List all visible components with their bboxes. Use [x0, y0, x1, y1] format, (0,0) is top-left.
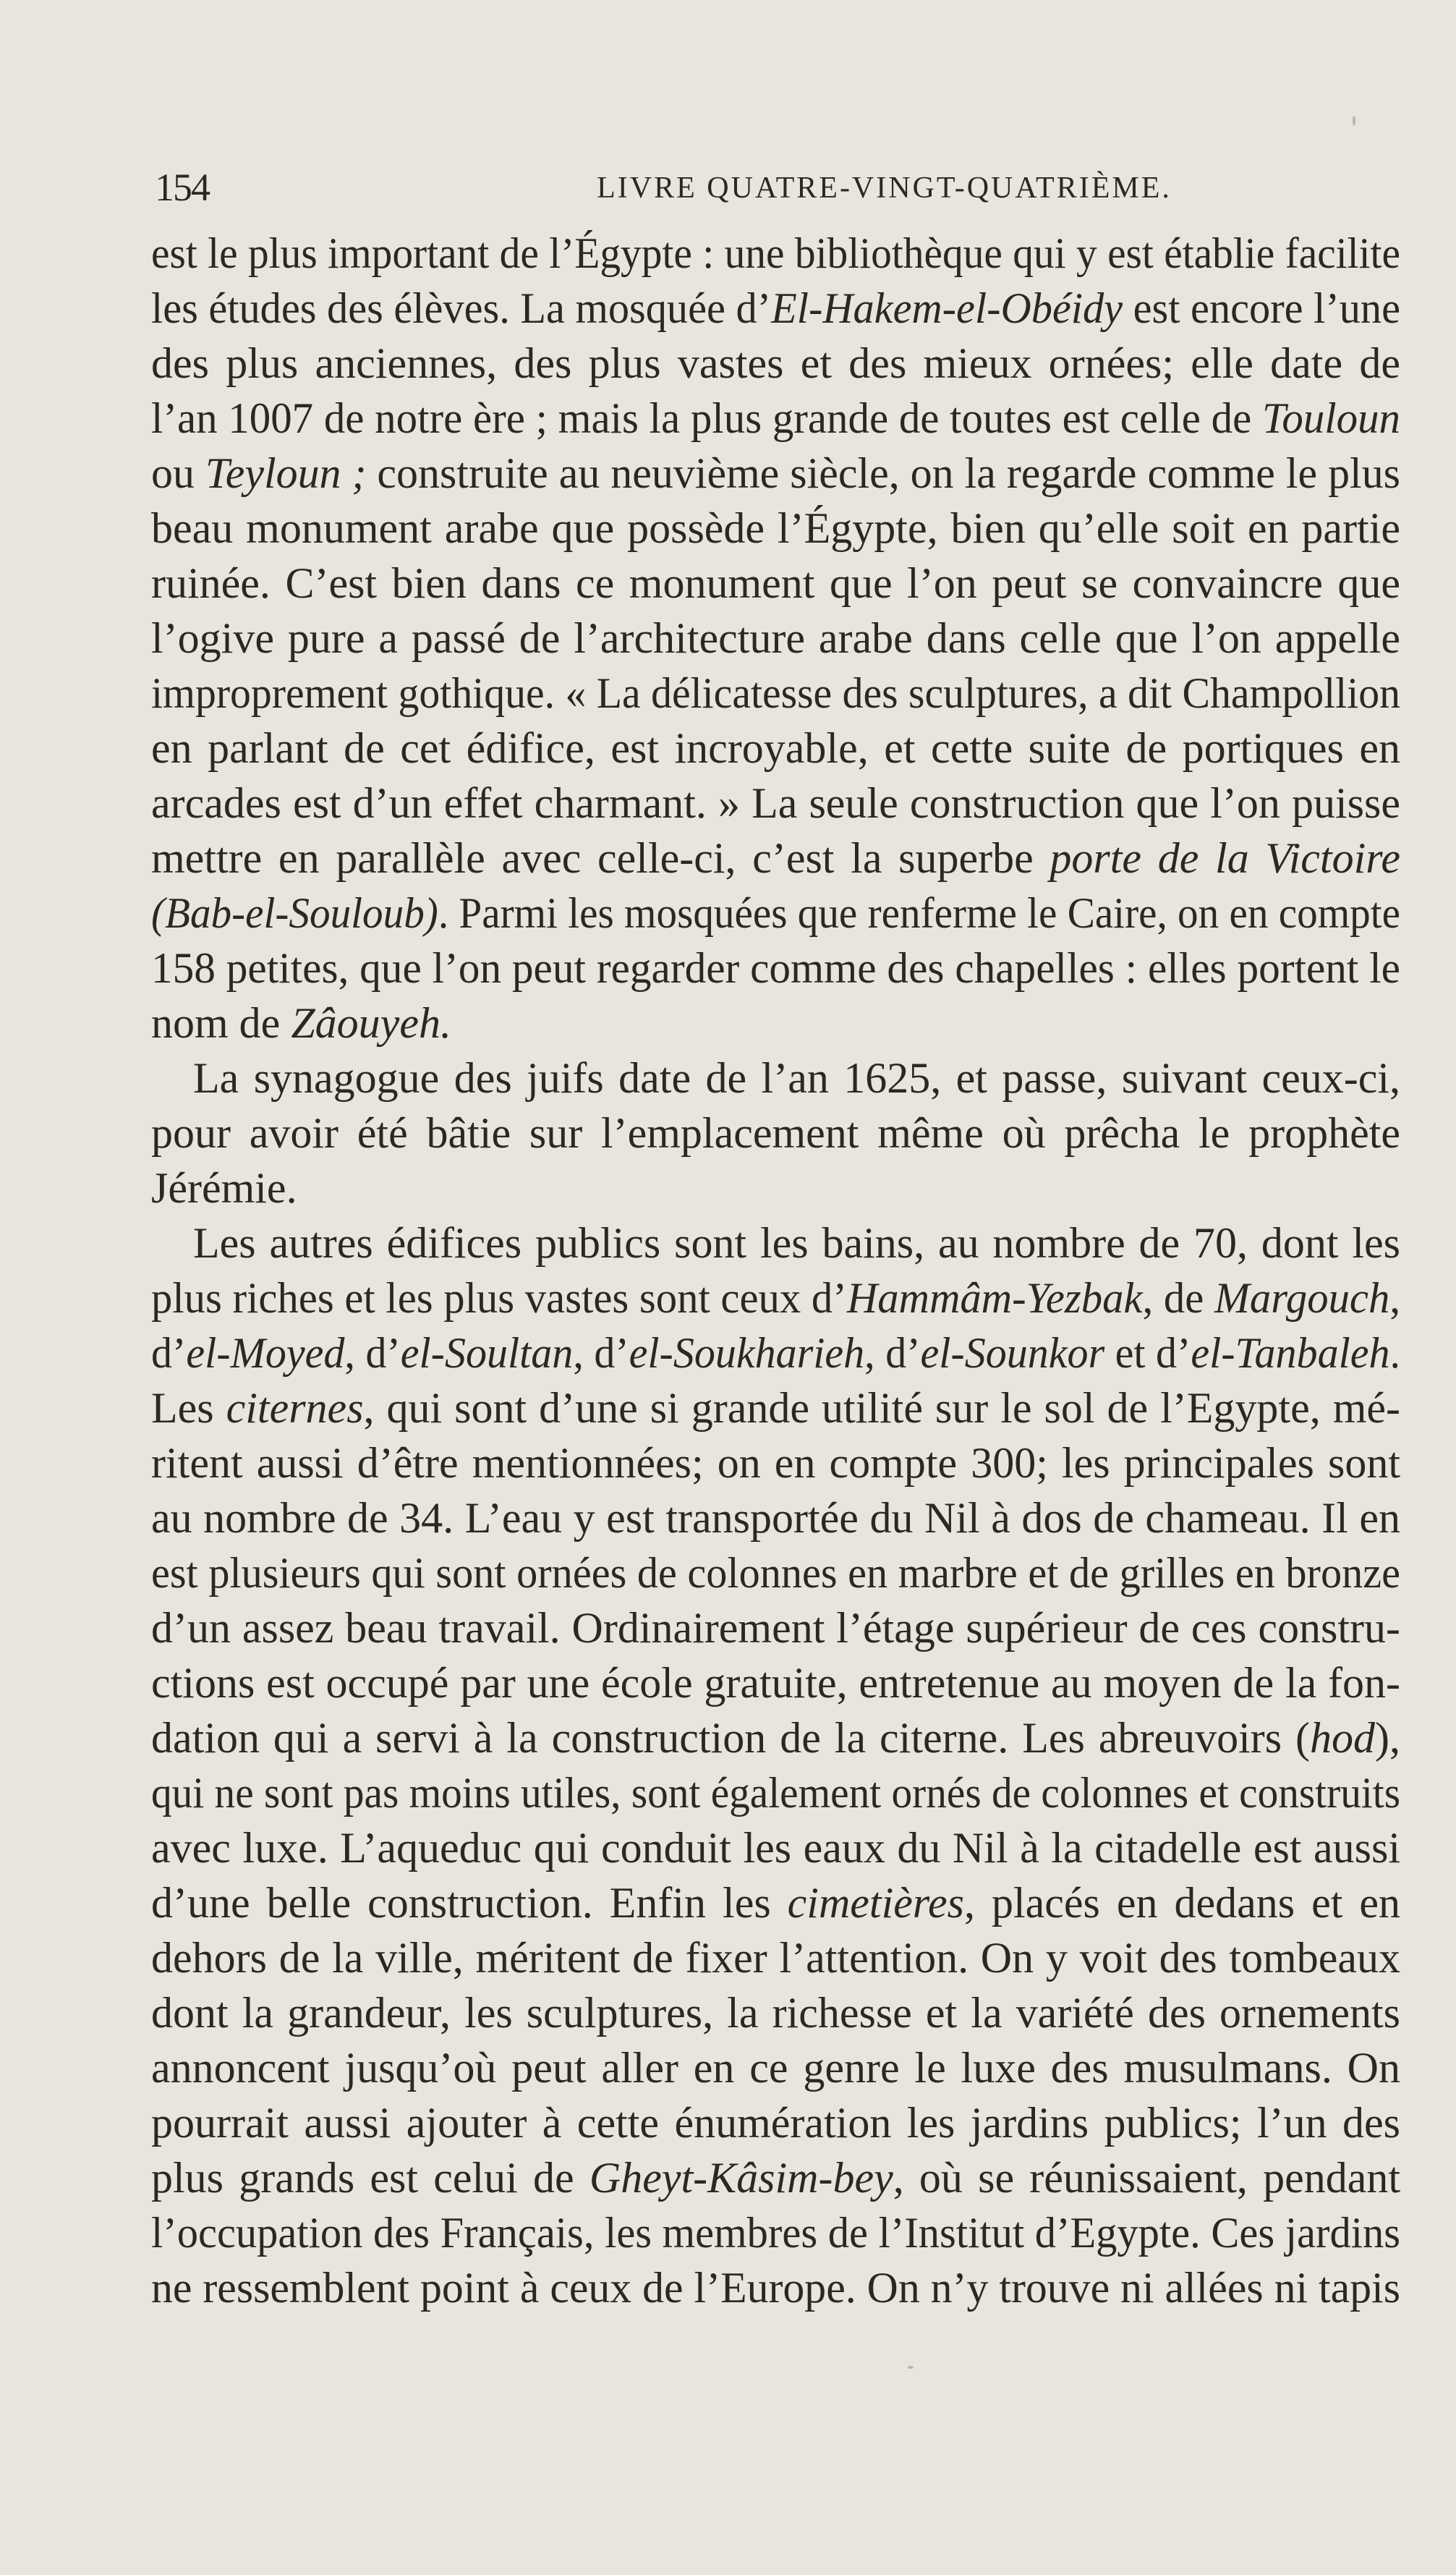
text-line [151, 1161, 1400, 1216]
italic-term: el-Sounkor [920, 1329, 1105, 1377]
text-line [151, 2150, 1400, 2205]
text-line [151, 2260, 1400, 2315]
text-line [151, 1216, 1400, 1270]
text-run: improprement gothique. « La délicatesse des sculptures, a dit Champollion [151, 669, 1400, 717]
text-run: La synagogue des juifs date de l’an 1625, et passe, suivant ceux-ci, [193, 1054, 1400, 1102]
text-line [151, 1875, 1400, 1930]
text-line [151, 501, 1400, 556]
text-line [151, 226, 1400, 281]
italic-term: el-Soukharieh [629, 1329, 865, 1377]
italic-term: cimetières [787, 1879, 965, 1927]
text-run: , qui sont d’une si grande utilité sur le sol de l’Egypte, mé- [363, 1384, 1400, 1432]
text-run: est le plus important de l’Égypte : une bibliothèque qui y est établie facilite [151, 229, 1400, 277]
text-run: 158 petites, que l’on peut regarder comme des chapelles : elles portent le [151, 944, 1400, 992]
text-line [151, 1545, 1400, 1600]
italic-term: el-Tanbaleh [1191, 1329, 1390, 1377]
paragraph [151, 1216, 1400, 2315]
text-run: pour avoir été bâtie sur l’emplacement même où prêcha le prophète [151, 1109, 1400, 1157]
italic-term: El-Hakem-el-Obéidy [771, 284, 1123, 332]
text-run: , placés en dedans et en [964, 1879, 1400, 1927]
text-run: nom de [151, 999, 291, 1047]
text-line [151, 996, 1400, 1051]
text-run: ctions est occupé par une école gratuite, entretenue au moyen de la fon- [151, 1659, 1400, 1707]
text-run: d’un assez beau travail. Ordinairement l’étage supérieur de ces constru- [151, 1604, 1400, 1652]
running-head: LIVRE QUATRE-VINGT-QUATRIÈME. [597, 171, 1172, 205]
text-run: d’une belle construction. Enfin les [151, 1879, 788, 1927]
text-line [151, 1710, 1400, 1765]
text-run: ne ressemblent point à ceux de l’Europe. On n’y trouve ni allées ni tapis [151, 2264, 1400, 2312]
text-line [151, 886, 1400, 941]
text-line [151, 1820, 1400, 1875]
text-run: arcades est d’un effet charmant. » La seule construction que l’on puisse [151, 779, 1400, 827]
text-line [151, 941, 1400, 996]
italic-term: Gheyt-Kâsim-bey [589, 2154, 893, 2202]
text-run: l’occupation des Français, les membres de l’Institut d’Egypte. Ces jardins [151, 2209, 1400, 2257]
text-line [151, 1930, 1400, 1985]
text-line [151, 1435, 1400, 1490]
text-line [151, 831, 1400, 886]
text-line [151, 1051, 1400, 1106]
italic-term: citernes [226, 1384, 364, 1432]
text-line [151, 336, 1400, 391]
text-run: , d’ [344, 1329, 401, 1377]
text-line [151, 281, 1400, 336]
text-line [151, 391, 1400, 446]
text-line [151, 1765, 1400, 1820]
text-run: les études des élèves. La mosquée d’ [151, 284, 772, 332]
text-run: ritent aussi d’être mentionnées; on en compte 300; les principales sont [151, 1439, 1400, 1487]
text-line [151, 776, 1400, 831]
paragraph [151, 1051, 1400, 1216]
text-run: l’ogive pure a passé de l’architecture arabe dans celle que l’on appelle [151, 614, 1400, 662]
italic-term: Zâouyeh. [291, 999, 451, 1047]
text-run: est encore l’une [1123, 284, 1400, 332]
italic-term: porte de la Victoire [1050, 834, 1400, 882]
text-line [151, 1380, 1400, 1435]
text-run: Les autres édifices publics sont les bains, au nombre de 70, dont les [193, 1219, 1400, 1267]
text-line [151, 1600, 1400, 1655]
paper-speck [1353, 116, 1355, 126]
text-run: et d’ [1104, 1329, 1191, 1377]
text-line [151, 1490, 1400, 1545]
text-line [151, 1270, 1400, 1325]
italic-term: el-Soultan [400, 1329, 574, 1377]
text-run: Jérémie. [151, 1164, 297, 1212]
text-run: pourrait aussi ajouter à cette énumération les jardins publics; l’un des [151, 2099, 1400, 2147]
text-run: . [1389, 1329, 1400, 1377]
text-run: plus grands est celui de [151, 2154, 589, 2202]
text-line [151, 1325, 1400, 1380]
italic-term: (Bab-el-Souloub) [151, 889, 438, 937]
text-line [151, 556, 1400, 611]
text-line [151, 666, 1400, 721]
text-run: Les [151, 1384, 226, 1432]
text-run: est plusieurs qui sont ornées de colonnes en marbre et de grilles en bronze [151, 1549, 1400, 1597]
italic-term: Touloun [1262, 394, 1400, 442]
text-run: des plus anciennes, des plus vastes et des mieux ornées; elle date de [151, 339, 1400, 387]
text-line [151, 1106, 1400, 1161]
text-run: . Parmi les mosquées que renferme le Caire, on en compte [438, 889, 1400, 937]
italic-term: Margouch [1214, 1274, 1390, 1322]
text-line [151, 2095, 1400, 2150]
text-line [151, 446, 1400, 501]
text-run: d’ [151, 1329, 187, 1377]
text-run: annoncent jusqu’où peut aller en ce genre le luxe des musulmans. On [151, 2044, 1400, 2092]
text-run: , où se réunissaient, pendant [893, 2154, 1400, 2202]
text-line [151, 1655, 1400, 1710]
text-line [151, 1985, 1400, 2040]
text-run: , de [1142, 1274, 1214, 1322]
text-run: mettre en parallèle avec celle-ci, c’est la superbe [151, 834, 1050, 882]
text-run: ), [1375, 1714, 1400, 1762]
text-run: avec luxe. L’aqueduc qui conduit les eaux du Nil à la citadelle est aussi [151, 1824, 1400, 1872]
text-line [151, 611, 1400, 666]
text-run: beau monument arabe que possède l’Égypte, bien qu’elle soit en partie [151, 504, 1400, 552]
text-run: ou [151, 449, 205, 497]
italic-term: Hammâm-Yezbak [846, 1274, 1143, 1322]
text-run: dehors de la ville, méritent de fixer l’attention. On y voit des tombeaux [151, 1934, 1400, 1982]
text-run: qui ne sont pas moins utiles, sont également ornés de colonnes et construits [151, 1769, 1400, 1817]
text-line [151, 2040, 1400, 2095]
italic-term: hod [1310, 1714, 1376, 1762]
text-run: plus riches et les plus vastes sont ceux d’ [151, 1274, 847, 1322]
page-number: 154 [155, 166, 209, 209]
text-line [151, 721, 1400, 776]
text-run: dation qui a servi à la construction de la citerne. Les abreuvoirs ( [151, 1714, 1311, 1762]
text-run: , [1389, 1274, 1400, 1322]
body-text [151, 226, 1400, 2315]
text-line [151, 2205, 1400, 2260]
paragraph [151, 226, 1400, 1051]
paper-speck [908, 2366, 914, 2369]
italic-term: Teyloun ; [205, 449, 367, 497]
text-run: construite au neuvième siècle, on la regarde comme le plus [366, 449, 1401, 497]
text-run: en parlant de cet édifice, est incroyable, et cette suite de portiques en [151, 724, 1400, 772]
text-run: l’an 1007 de notre ère ; mais la plus grande de toutes est celle de [151, 394, 1263, 442]
text-run: au nombre de 34. L’eau y est transportée du Nil à dos de chameau. Il en [151, 1494, 1400, 1542]
text-run: , d’ [864, 1329, 921, 1377]
italic-term: el-Moyed [186, 1329, 345, 1377]
text-run: , d’ [573, 1329, 629, 1377]
text-run: dont la grandeur, les sculptures, la richesse et la variété des ornements [151, 1989, 1400, 2037]
text-run: ruinée. C’est bien dans ce monument que l’on peut se convaincre que [151, 559, 1400, 607]
